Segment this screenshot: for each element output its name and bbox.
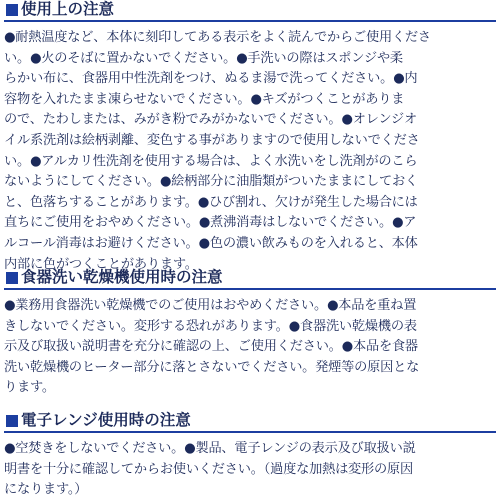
text-line: ので、たわしまたは、みがき粉でみがかないでください。●オレンジオ — [4, 112, 417, 128]
section-body — [4, 439, 496, 501]
square-bullet-icon — [6, 4, 18, 16]
text-line: い。●アルカリ性洗剤を使用する場合は、よく水洗いをし洗剤がのこら — [4, 153, 418, 169]
section-title: 食器洗い乾燥機使用時の注意 — [21, 268, 223, 287]
text-line: ないようにしてください。●絵柄部分に油脂類がついたままにしておく — [4, 174, 418, 190]
section-header — [4, 268, 496, 290]
section-usage-precautions — [4, 0, 496, 272]
text-line: い。●火のそばに置かないでください。●手洗いの際はスポンジや柔 — [4, 50, 403, 66]
text-line: イル系洗剤は絵柄剥離、変色する事がありますので使用しないでくださ — [4, 132, 420, 148]
text-line: 容物を入れたまま凍らせないでください。●キズがつくことがありま — [4, 91, 405, 107]
text-line: らかい布に、食器用中性洗剤をつけ、ぬるま湯で洗ってください。●内 — [4, 71, 418, 87]
square-bullet-icon — [6, 415, 18, 427]
section-body — [4, 28, 496, 272]
section-dishwasher-precautions — [4, 268, 496, 399]
section-title: 使用上の注意 — [21, 0, 115, 19]
text-line: になります。） — [4, 482, 88, 498]
section-header — [4, 0, 496, 22]
text-line: きしないでください。変形する恐れがあります。●食器洗い乾燥機の表 — [4, 318, 417, 334]
square-bullet-icon — [6, 272, 18, 284]
section-title: 電子レンジ使用時の注意 — [21, 411, 191, 430]
text-line: 示及び取扱い説明書を充分に確認の上、ご使用ください。●本品を食器 — [4, 339, 418, 355]
text-line: ります。 — [4, 380, 55, 396]
text-line: と、色落ちすることがあります。●ひび割れ、欠けが発生した場合には — [4, 194, 418, 210]
text-line: 洗い乾燥機のヒーター部分に落とさないでください。発煙等の原因とな — [4, 359, 420, 375]
section-header — [4, 411, 496, 433]
section-microwave-precautions — [4, 411, 496, 501]
text-line: ●耐熱温度など、本体に刻印してある表示をよく読んでからご使用くださ — [4, 30, 431, 45]
text-line: ルコール消毒はお避けください。●色の濃い飲みものを入れると、本体 — [4, 235, 418, 251]
text-line: 内部に色がつくことがあります。 — [4, 256, 198, 272]
text-line: 直ちにご使用をおやめください。●煮沸消毒はしないでください。●ア — [4, 215, 417, 231]
section-body — [4, 296, 496, 399]
text-line: ●空焚きをしないでください。●製品、電子レンジの表示及び取扱い説 — [4, 440, 416, 456]
text-line: ●業務用食器洗い乾燥機でのご使用はおやめください。●本品を重ね置 — [4, 298, 417, 313]
text-line: 明書を十分に確認してからお使いください。（過度な加熱は変形の原因 — [4, 461, 413, 477]
